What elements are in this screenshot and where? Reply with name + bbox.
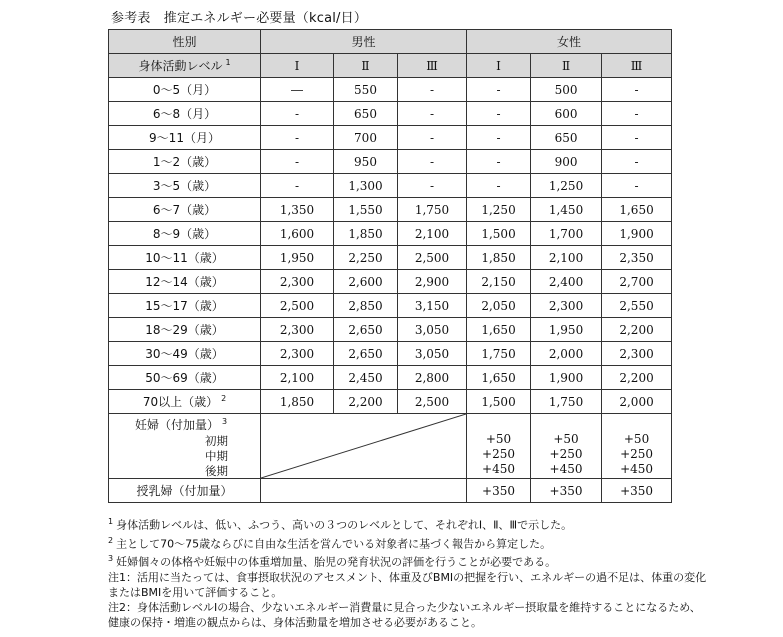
energy-value-cell: -	[261, 150, 334, 174]
age-group-text: 6～7（歳）	[152, 203, 217, 217]
age-group-text: 70以上（歳）	[142, 395, 219, 409]
male-not-applicable-cell	[261, 479, 467, 503]
energy-value-cell: 550	[334, 78, 398, 102]
energy-value-cell: -	[602, 102, 672, 126]
energy-value-cell: 3,050	[398, 318, 467, 342]
age-group-text: 10～11（歳）	[145, 251, 224, 265]
energy-value-cell: 2,500	[398, 390, 467, 414]
energy-value-cell: 3,150	[398, 294, 467, 318]
lactating-value: +350	[467, 479, 531, 503]
table-row	[109, 390, 672, 414]
energy-value-cell: 1,750	[398, 198, 467, 222]
footnote-3-text: 妊婦個々の体格や妊娠中の体重増加量、胎児の発育状況の評価を行うことが必要である。	[116, 555, 557, 569]
energy-value-cell: -	[398, 150, 467, 174]
age-group-label	[109, 390, 261, 414]
energy-value-cell: -	[261, 102, 334, 126]
energy-value-cell: -	[467, 78, 531, 102]
age-group-text: 3～5（歳）	[152, 179, 217, 193]
header-level: Ⅰ	[467, 54, 531, 78]
energy-value-cell: 2,500	[261, 294, 334, 318]
energy-value-cell: -	[398, 126, 467, 150]
energy-value-cell: -	[602, 150, 672, 174]
energy-value-cell: 2,200	[602, 318, 672, 342]
header-activity-label: 身体活動レベル	[138, 59, 223, 73]
footnote-1-text: 身体活動レベルは、低い、ふつう、高いの３つのレベルとして、それぞれⅠ、Ⅱ、Ⅲで示した。	[116, 518, 573, 532]
footnote-3	[108, 551, 708, 570]
age-group-text: 0～5（月）	[152, 83, 217, 97]
pregnant-row	[109, 414, 672, 479]
energy-value-cell: 2,850	[334, 294, 398, 318]
energy-value-cell: 1,600	[261, 222, 334, 246]
energy-value-cell: 2,050	[467, 294, 531, 318]
note-1: 注1：活用に当たっては、食事摂取状況のアセスメント、体重及びBMIの把握を行い、エネルギーの過不足は、体重の変化またはBMIを用いて評価すること。	[108, 570, 707, 599]
energy-value-cell: 1,750	[467, 342, 531, 366]
pregnant-late-value: +450	[482, 462, 516, 476]
age-group-text: 30～49（歳）	[145, 347, 224, 361]
pregnant-early-value: +50	[623, 432, 650, 446]
male-not-applicable-cell	[261, 414, 467, 479]
age-group-label	[109, 150, 261, 174]
header-male: 男性	[261, 30, 467, 54]
pregnant-mid-value: +250	[620, 447, 654, 461]
energy-value-cell: 600	[531, 102, 602, 126]
pregnant-mid-value: +250	[482, 447, 516, 461]
table-row	[109, 294, 672, 318]
age-group-text: 8～9（歳）	[152, 227, 217, 241]
energy-value-cell: -	[398, 78, 467, 102]
header-level: Ⅱ	[334, 54, 398, 78]
energy-value-cell: -	[261, 126, 334, 150]
energy-value-cell: 650	[334, 102, 398, 126]
table-row	[109, 246, 672, 270]
footnote-2-number: 2	[108, 535, 114, 545]
footnote-3-number: 3	[108, 554, 114, 564]
energy-value-cell: ―	[261, 78, 334, 102]
energy-value-cell: 2,500	[398, 246, 467, 270]
energy-value-cell: 1,250	[531, 174, 602, 198]
footnote-1	[108, 514, 708, 533]
age-group-label	[109, 246, 261, 270]
age-group-label	[109, 270, 261, 294]
pregnant-late-value: +450	[620, 462, 654, 476]
age-group-label	[109, 102, 261, 126]
pregnant-label-cell	[109, 414, 261, 479]
footnote-2	[108, 533, 708, 552]
age-group-text: 12～14（歳）	[145, 275, 224, 289]
energy-value-cell: 2,300	[261, 270, 334, 294]
energy-value-cell: 1,350	[261, 198, 334, 222]
header-sex: 性別	[109, 30, 261, 54]
energy-value-cell: 1,950	[261, 246, 334, 270]
energy-value-cell: -	[261, 174, 334, 198]
age-group-label	[109, 174, 261, 198]
table-row	[109, 78, 672, 102]
energy-value-cell: 2,800	[398, 366, 467, 390]
pregnant-early-value: +50	[553, 432, 579, 446]
pregnant-label	[135, 416, 227, 433]
energy-value-cell: 2,650	[334, 318, 398, 342]
energy-value-cell: 1,750	[531, 390, 602, 414]
energy-value-cell: 2,000	[602, 390, 672, 414]
pregnant-value-cell	[467, 414, 531, 479]
energy-value-cell: 1,250	[467, 198, 531, 222]
header-row-sex	[109, 30, 672, 54]
energy-value-cell: 1,850	[334, 222, 398, 246]
energy-value-cell: 1,450	[531, 198, 602, 222]
pregnant-mid-value: +250	[549, 447, 583, 461]
energy-value-cell: 1,700	[531, 222, 602, 246]
table-row	[109, 102, 672, 126]
energy-value-cell: 1,650	[467, 318, 531, 342]
lactating-row	[109, 479, 672, 503]
energy-value-cell: 2,300	[531, 294, 602, 318]
table-row	[109, 270, 672, 294]
note-2: 注2：身体活動レベルⅠの場合、少ないエネルギー消費量に見合った少ないエネルギー摂取量を維持することになるため、健康の保持・増進の観点からは、身体活動量を増加させる必要があること。	[108, 600, 701, 629]
age-group-label	[109, 198, 261, 222]
age-group-label	[109, 342, 261, 366]
age-group-text: 9～11（月）	[149, 131, 220, 145]
energy-value-cell: -	[602, 126, 672, 150]
energy-value-cell: 1,300	[334, 174, 398, 198]
energy-value-cell: -	[398, 174, 467, 198]
energy-value-cell: 700	[334, 126, 398, 150]
energy-value-cell: 650	[531, 126, 602, 150]
header-level: Ⅰ	[261, 54, 334, 78]
energy-value-cell: 2,300	[261, 318, 334, 342]
energy-value-cell: 2,650	[334, 342, 398, 366]
energy-value-cell: 2,100	[261, 366, 334, 390]
header-row-activity	[109, 54, 672, 78]
pregnant-label-text: 妊婦（付加量）	[135, 418, 220, 432]
age-group-text: 1～2（歳）	[152, 155, 217, 169]
header-female: 女性	[467, 30, 672, 54]
header-activity-footnote-ref: 1	[225, 58, 231, 67]
header-level: Ⅲ	[602, 54, 672, 78]
age-group-label	[109, 222, 261, 246]
energy-value-cell: 2,000	[531, 342, 602, 366]
age-group-label	[109, 366, 261, 390]
age-footnote-ref: 2	[221, 394, 227, 403]
pregnant-footnote-ref: 3	[222, 417, 228, 426]
table-caption: 参考表 推定エネルギー必要量（kcal/日）	[111, 11, 368, 26]
lactating-value: +350	[602, 479, 672, 503]
table-row	[109, 150, 672, 174]
energy-value-cell: -	[467, 150, 531, 174]
table-row	[109, 342, 672, 366]
header-level: Ⅱ	[531, 54, 602, 78]
energy-value-cell: 1,500	[467, 222, 531, 246]
energy-value-cell: 2,550	[602, 294, 672, 318]
energy-value-cell: 2,300	[261, 342, 334, 366]
energy-value-cell: -	[602, 174, 672, 198]
energy-value-cell: 1,650	[467, 366, 531, 390]
diagonal-slash	[261, 414, 466, 478]
pregnant-mid-label: 中期	[205, 449, 228, 463]
table-row	[109, 126, 672, 150]
energy-value-cell: 950	[334, 150, 398, 174]
energy-requirements-table	[108, 29, 672, 503]
pregnant-late-label: 後期	[205, 464, 228, 478]
energy-value-cell: 2,350	[602, 246, 672, 270]
table-row	[109, 366, 672, 390]
pregnant-value-cell	[531, 414, 602, 479]
energy-value-cell: 2,100	[398, 222, 467, 246]
table-row	[109, 222, 672, 246]
energy-value-cell: -	[602, 78, 672, 102]
energy-value-cell: 1,850	[467, 246, 531, 270]
energy-value-cell: 500	[531, 78, 602, 102]
energy-value-cell: 2,400	[531, 270, 602, 294]
footnote-1-number: 1	[108, 517, 114, 526]
lactating-value: +350	[531, 479, 602, 503]
energy-value-cell: 1,950	[531, 318, 602, 342]
energy-value-cell: 2,100	[531, 246, 602, 270]
lactating-label: 授乳婦（付加量）	[109, 479, 261, 503]
age-group-label	[109, 318, 261, 342]
pregnant-late-value: +450	[549, 462, 583, 476]
header-level: Ⅲ	[398, 54, 467, 78]
footnote-2-text: 主として70～75歳ならびに自由な生活を営んでいる対象者に基づく報告から算定した。	[116, 537, 552, 551]
energy-value-cell: 2,700	[602, 270, 672, 294]
age-group-text: 50～69（歳）	[145, 371, 224, 385]
table-row	[109, 318, 672, 342]
pregnant-value-cell	[602, 414, 672, 479]
age-group-label	[109, 126, 261, 150]
energy-value-cell: 1,850	[261, 390, 334, 414]
energy-value-cell: 1,900	[602, 222, 672, 246]
energy-value-cell: -	[467, 126, 531, 150]
energy-value-cell: 1,500	[467, 390, 531, 414]
energy-value-cell: 2,450	[334, 366, 398, 390]
footnotes	[108, 514, 708, 630]
energy-value-cell: 2,900	[398, 270, 467, 294]
energy-value-cell: 3,050	[398, 342, 467, 366]
energy-value-cell: 2,200	[334, 390, 398, 414]
age-group-label	[109, 78, 261, 102]
pregnant-early-value: +50	[485, 432, 512, 446]
energy-value-cell: 1,900	[531, 366, 602, 390]
energy-value-cell: 2,300	[602, 342, 672, 366]
age-group-text: 15～17（歳）	[145, 299, 224, 313]
table-row	[109, 198, 672, 222]
table-row	[109, 174, 672, 198]
energy-value-cell: 2,600	[334, 270, 398, 294]
energy-value-cell: 1,650	[602, 198, 672, 222]
energy-value-cell: -	[467, 102, 531, 126]
energy-value-cell: 2,200	[602, 366, 672, 390]
age-group-text: 6～8（月）	[152, 107, 217, 121]
energy-value-cell: 900	[531, 150, 602, 174]
energy-value-cell: 2,250	[334, 246, 398, 270]
energy-value-cell: 1,550	[334, 198, 398, 222]
energy-value-cell: -	[467, 174, 531, 198]
age-group-text: 18～29（歳）	[145, 323, 224, 337]
age-group-label	[109, 294, 261, 318]
energy-value-cell: 2,150	[467, 270, 531, 294]
header-activity	[109, 54, 261, 78]
energy-value-cell: -	[398, 102, 467, 126]
pregnant-early-label: 初期	[205, 434, 228, 448]
